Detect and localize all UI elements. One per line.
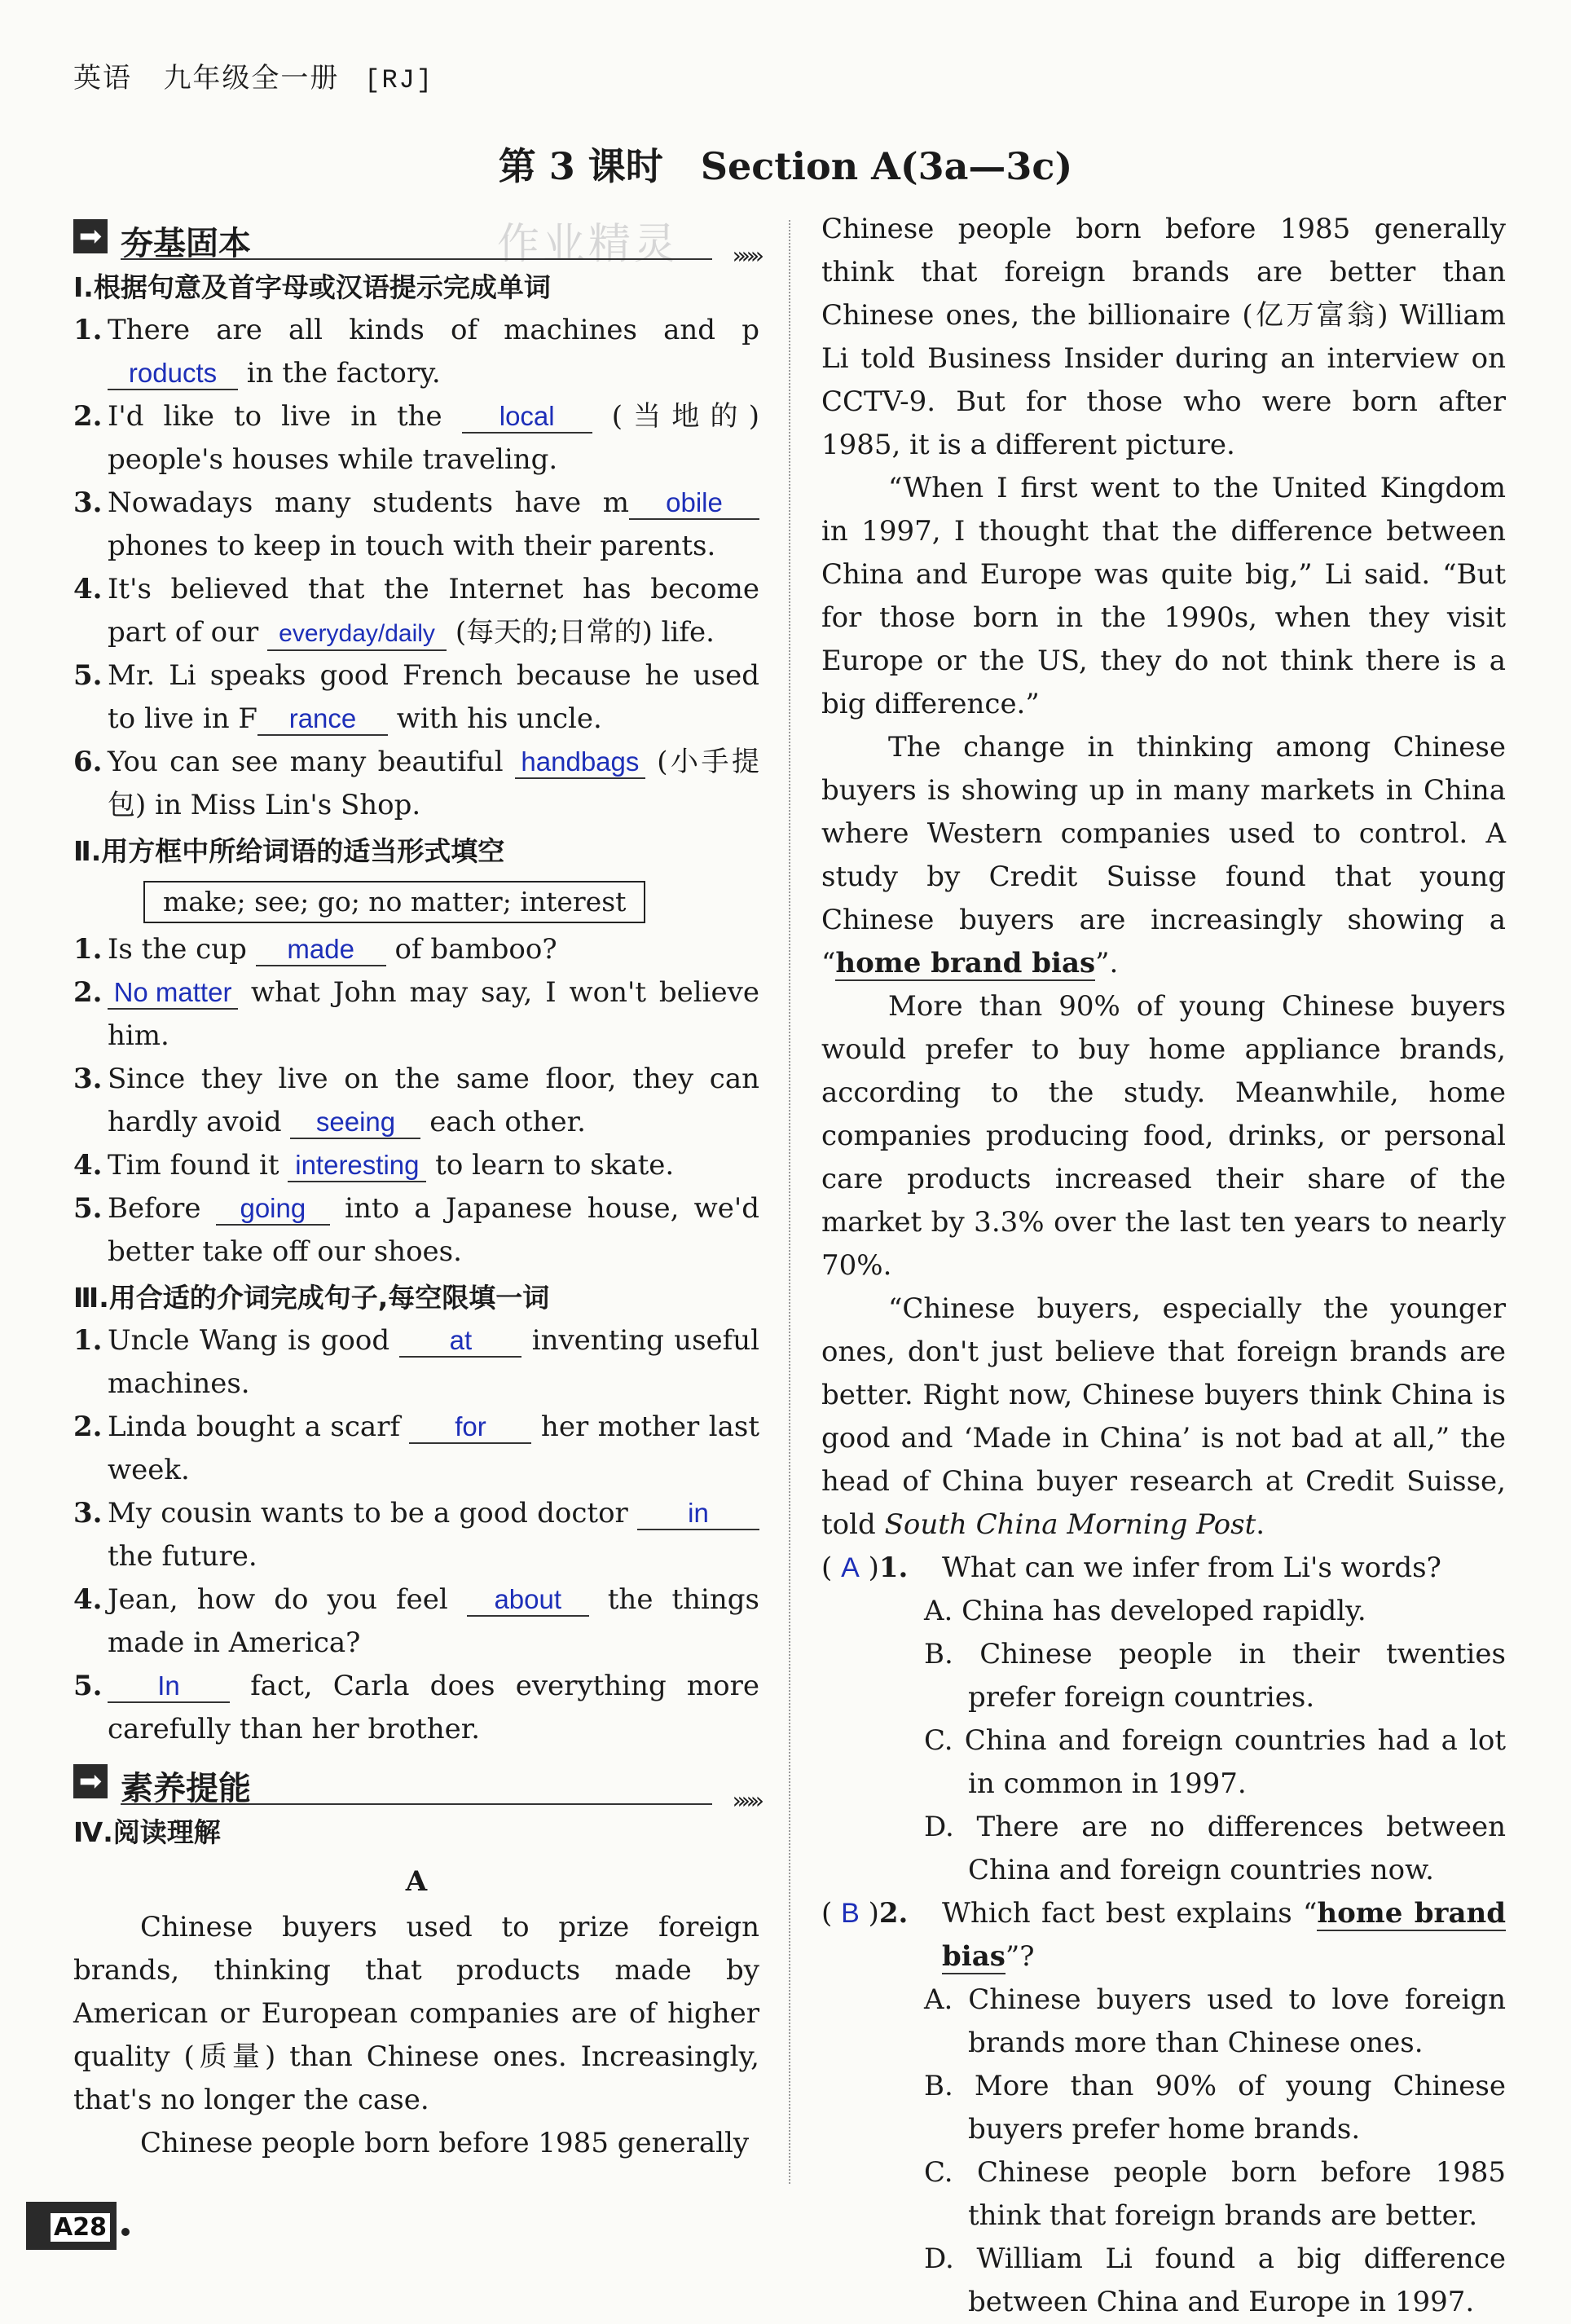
section-banner xyxy=(73,1758,759,1814)
option-d[interactable]: D. William Li found a big difference between China and Europe in 1997. xyxy=(924,2243,1506,2318)
page-number: A28 xyxy=(51,2213,110,2242)
answer-blank[interactable]: about xyxy=(467,1584,589,1617)
divider xyxy=(121,258,712,260)
question: 2. Linda bought a scarf for her mother last week. xyxy=(73,1411,759,1486)
option-b[interactable]: B. More than 90% of young Chinese buyers prefer home brands. xyxy=(924,2070,1506,2146)
answer-blank[interactable]: No matter xyxy=(108,977,238,1010)
paragraph: Chinese buyers used to prize foreign brands, thinking that products made by American or European companies are of higher quality (质量) than Chinese ones. Increasingly, that's no longer the case. xyxy=(73,1911,759,2116)
answer-blank[interactable]: handbags xyxy=(515,746,645,779)
option-c[interactable]: C. Chinese people born before 1985 think that foreign brands are better. xyxy=(924,2156,1506,2232)
newspaper-name: South China Morning Post xyxy=(884,1508,1256,1541)
selected-answer[interactable]: A xyxy=(841,1552,860,1583)
arrow-icon: ➡ xyxy=(73,219,108,253)
key-phrase: home brand bias xyxy=(835,947,1096,979)
answer-blank[interactable]: going xyxy=(216,1193,330,1226)
page-header xyxy=(73,55,433,95)
question: 1. Uncle Wang is good at inventing useful machines. xyxy=(73,1324,759,1400)
section-banner xyxy=(73,213,759,269)
answer-blank[interactable]: rance xyxy=(257,703,388,736)
mcq-question xyxy=(821,1547,1506,1590)
part-title: Ⅳ.阅读理解 xyxy=(73,1816,221,1848)
section-title: 夯基固本 xyxy=(121,225,251,262)
selected-answer[interactable]: B xyxy=(841,1898,860,1929)
answer-blank[interactable]: made xyxy=(256,934,386,966)
option-a[interactable]: A. China has developed rapidly. xyxy=(924,1595,1366,1627)
answer-blank[interactable]: obile xyxy=(629,487,759,520)
question: 4. It's believed that the Internet has become part of our everyday/daily (每天的;日常的) life. xyxy=(73,568,759,654)
passage-label: A xyxy=(405,1865,428,1898)
question: 5. Mr. Li speaks good French because he used to live in F rance with his uncle. xyxy=(73,659,759,735)
part-title: Ⅲ.用合适的介词完成句子,每空限填一词 xyxy=(73,1282,550,1314)
subject: 英语 xyxy=(73,62,132,95)
answer-blank[interactable]: seeing xyxy=(290,1107,420,1139)
question: 3. My cousin wants to be a good doctor in the future. xyxy=(73,1492,759,1578)
word-box: make; see; go; no matter; interest xyxy=(143,881,645,923)
part-title: Ⅱ.用方框中所给词语的适当形式填空 xyxy=(73,835,505,867)
question: 4. Tim found it interesting to learn to skate. xyxy=(73,1149,675,1182)
option-b[interactable]: B. Chinese people in their twenties prefer foreign countries. xyxy=(924,1638,1506,1714)
answer-blank[interactable]: interesting xyxy=(288,1150,426,1182)
answer-bracket: ( B )2. xyxy=(821,1897,909,1930)
grade: 九年级全一册 xyxy=(163,62,340,95)
question: 5. In fact, Carla does everything more carefully than her brother. xyxy=(73,1670,759,1745)
answer-blank[interactable]: at xyxy=(399,1325,521,1358)
chevrons-icon: »»» xyxy=(732,242,759,269)
paragraph: “Chinese buyers, especially the younger ones, don't just believe that foreign brands are better. Right now, Chinese buyers think China is good and ‘Made in China’ is not bad at all,” the head of China buyer research at Credit Suisse, told South China Morning Post. xyxy=(821,1292,1506,1541)
answer-blank[interactable]: In xyxy=(108,1670,230,1703)
paragraph-text: Chinese people born before 1985 generally think that foreign brands are better than Chinese ones, the billionaire (亿万富翁) William Li told Business Insider during an interview on CCTV-9. But for those who were born after 1985, it is a different picture. xyxy=(821,213,1506,461)
option-c[interactable]: C. China and foreign countries had a lot in common in 1997. xyxy=(924,1724,1506,1800)
divider xyxy=(121,1803,712,1805)
paragraph: The change in thinking among Chinese buyers is showing up in many markets in China where Western companies used to control. A study by Credit Suisse found that young Chinese buyers are increasingly showing a “home brand bias”. xyxy=(821,731,1506,979)
option-d[interactable]: D. There are no differences between China and foreign countries now. xyxy=(924,1811,1506,1886)
question: 5. Before going into a Japanese house, we'd better take off our shoes. xyxy=(73,1192,760,1268)
chevrons-icon: »»» xyxy=(732,1787,759,1814)
key-phrase: home brand bias xyxy=(942,1897,1506,1973)
paragraph xyxy=(821,208,1506,467)
lesson-title: 第 3 课时 Section A(3a—3c) xyxy=(498,144,1073,188)
question: 3. Since they live on the same floor, they can hardly avoid seeing each other. xyxy=(73,1063,759,1138)
column-divider xyxy=(789,220,790,2184)
question: 2. I'd like to live in the local (当地的) people's houses while traveling. xyxy=(73,400,759,476)
left-column xyxy=(73,208,759,2165)
paragraph-start: Chinese people born before 1985 generally xyxy=(140,2127,750,2159)
part-title: Ⅰ.根据句意及首字母或汉语提示完成单词 xyxy=(73,271,551,303)
question: 4. Jean, how do you feel about the things made in America? xyxy=(73,1583,759,1659)
paragraph: “When I first went to the United Kingdom in 1997, I thought that the difference between China and Europe was quite big,” Li said. “But for those born in the 1990s, when they visit Europe or the US, they do not think there is a big difference.” xyxy=(821,472,1506,720)
right-column xyxy=(821,208,1506,2324)
arrow-icon: ➡ xyxy=(73,1764,108,1798)
question-stem: What can we infer from Li's words? xyxy=(942,1552,1441,1584)
answer-blank[interactable]: everyday/daily xyxy=(267,618,447,651)
question: 1. Is the cup made of bamboo? xyxy=(73,933,557,966)
answer-bracket: ( A )1. xyxy=(821,1552,909,1584)
question: 1. There are all kinds of machines and products in the factory. xyxy=(73,314,759,390)
question: 3. Nowadays many students have m obile phones to keep in touch with their parents. xyxy=(73,482,759,568)
question: 2. No matter what John may say, I won't believe him. xyxy=(73,976,759,1052)
answer-blank[interactable]: for xyxy=(409,1411,531,1444)
question: 6. You can see many beautiful handbags (小手提包) in Miss Lin's Shop. xyxy=(73,746,760,821)
edition-code: [RJ] xyxy=(364,65,434,95)
answer-blank[interactable]: local xyxy=(462,401,592,434)
page-number-badge xyxy=(26,2202,117,2250)
watermark: 作业精灵 xyxy=(497,220,680,269)
option-a[interactable]: A. Chinese buyers used to love foreign brands more than Chinese ones. xyxy=(924,1983,1506,2059)
answer-blank[interactable]: roducts xyxy=(108,358,238,390)
page-footer xyxy=(26,2202,130,2250)
section-title: 素养提能 xyxy=(121,1770,251,1807)
answer-blank[interactable]: in xyxy=(637,1498,759,1530)
mcq-question: ( B )2. Which fact best explains “home brand bias”? xyxy=(821,1892,1506,1978)
paragraph: More than 90% of young Chinese buyers would prefer to buy home appliance brands, according to the study. Meanwhile, home companies producing food, drinks, or personal care products increased their share of the market by 3.3% over the last ten years to nearly 70%. xyxy=(821,990,1506,1282)
dot-icon xyxy=(121,2228,130,2236)
